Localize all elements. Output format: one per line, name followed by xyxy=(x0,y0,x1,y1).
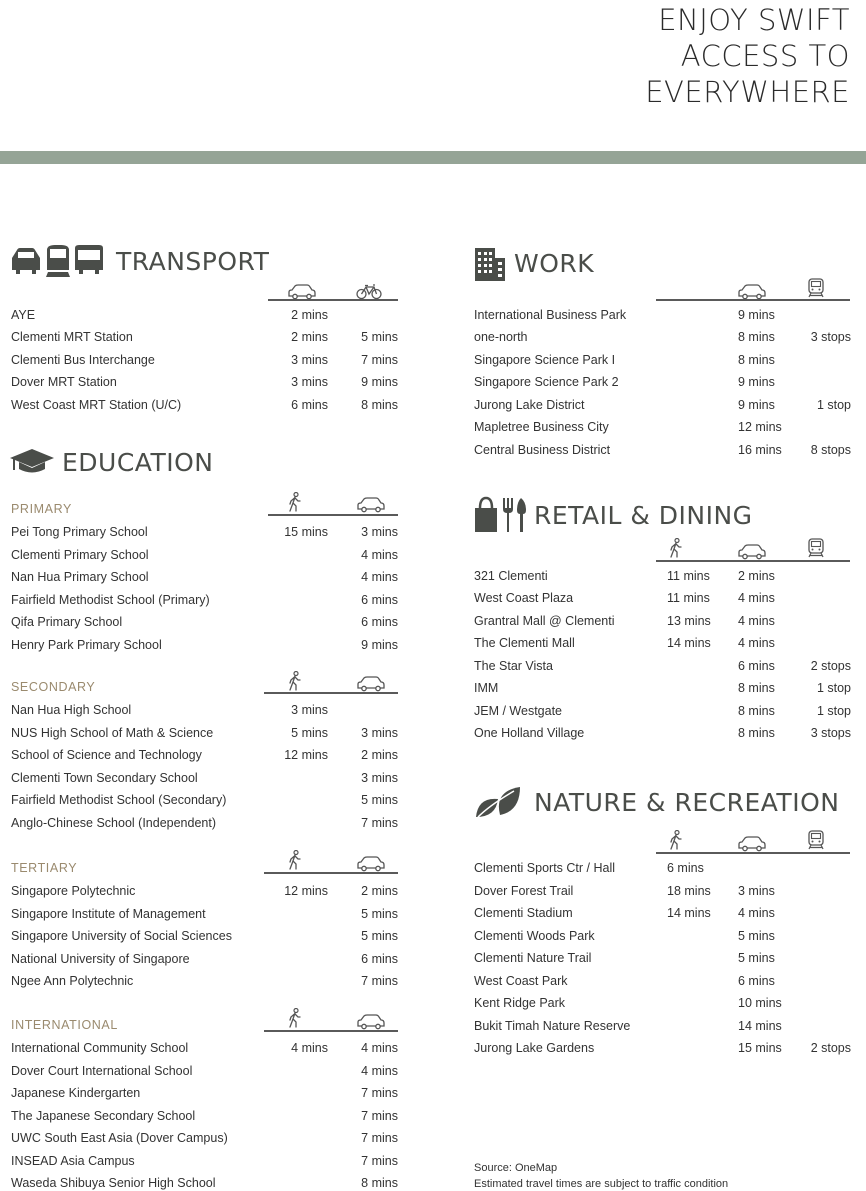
destination-name: Jurong Lake District xyxy=(474,397,585,412)
transport-bicycle-icon xyxy=(356,284,382,300)
destination-name: Singapore Institute of Management xyxy=(11,906,206,921)
travel-time-2: 8 mins xyxy=(738,681,775,696)
destination-name: West Coast MRT Station (U/C) xyxy=(11,397,182,412)
retail-walk-icon xyxy=(668,538,684,558)
destination-name: one-north xyxy=(474,330,528,345)
travel-time-2: 3 stops xyxy=(810,330,851,345)
destination-name: JEM / Westgate xyxy=(474,703,562,718)
destination-name: NUS High School of Math & Science xyxy=(11,725,214,740)
destination-name: Clementi MRT Station xyxy=(11,330,133,345)
table-row xyxy=(0,902,866,924)
primary-walk-icon xyxy=(287,492,303,512)
bus-icon xyxy=(75,245,103,274)
travel-time-2: 10 mins xyxy=(738,996,782,1011)
travel-time-1: 18 mins xyxy=(667,883,711,898)
travel-time-2: 8 mins xyxy=(361,1176,398,1191)
travel-time-2: 5 mins xyxy=(738,951,775,966)
travel-time-2: 3 mins xyxy=(361,725,398,740)
destination-name: Singapore Science Park 2 xyxy=(474,375,619,390)
table-row xyxy=(0,947,866,969)
travel-time-2: 4 mins xyxy=(738,636,775,651)
footnote-source: Source: OneMap xyxy=(474,1162,558,1174)
transport-header xyxy=(11,244,269,278)
divider-band xyxy=(0,151,866,164)
nature-train-icon xyxy=(807,830,825,850)
category-tertiary: TERTIARY xyxy=(11,861,78,875)
travel-time-1: 14 mins xyxy=(667,906,711,921)
travel-time-1: 16 mins xyxy=(738,442,782,457)
destination-name: Clementi Bus Interchange xyxy=(11,352,155,367)
destination-name: Grantral Mall @ Clementi xyxy=(474,613,615,628)
travel-time-2: 9 mins xyxy=(361,637,398,652)
travel-time-2: 7 mins xyxy=(361,1131,398,1146)
travel-time-1: 11 mins xyxy=(667,591,710,606)
category-primary: PRIMARY xyxy=(11,502,72,516)
travel-time-2: 4 mins xyxy=(361,547,398,562)
travel-time-2: 6 mins xyxy=(361,615,398,630)
destination-name: Dover Forest Trail xyxy=(474,883,574,898)
destination-name: Central Business District xyxy=(474,442,611,457)
table-row xyxy=(0,1127,410,1149)
footnote-note: Estimated travel times are subject to traffic condition xyxy=(474,1178,729,1190)
travel-time-1: 14 mins xyxy=(667,636,711,651)
destination-name: Japanese Kindergarten xyxy=(11,1086,141,1101)
travel-time-2: 7 mins xyxy=(361,1153,398,1168)
travel-time-2: 6 mins xyxy=(738,658,775,673)
travel-time-2: 7 mins xyxy=(361,352,398,367)
travel-time-2: 7 mins xyxy=(361,974,398,989)
retail-title: RETAIL & DINING xyxy=(534,500,753,530)
nature-car-icon xyxy=(737,836,767,852)
travel-time-2: 7 mins xyxy=(361,1086,398,1101)
destination-name: West Coast Plaza xyxy=(474,591,574,606)
travel-time-3: 2 stops xyxy=(810,658,851,673)
travel-time-2: 6 mins xyxy=(361,951,398,966)
destination-name: National University of Singapore xyxy=(11,951,190,966)
table-row xyxy=(0,700,866,722)
table-row xyxy=(0,439,866,461)
destination-name: Fairfield Methodist School (Primary) xyxy=(11,592,210,607)
destination-name: Jurong Lake Gardens xyxy=(474,1041,595,1056)
retail-car-icon xyxy=(737,544,767,560)
destination-name: Nan Hua High School xyxy=(11,703,132,717)
table-row xyxy=(0,789,410,811)
table-row xyxy=(0,610,866,632)
destination-name: IMM xyxy=(474,681,499,696)
building-icon xyxy=(474,244,506,282)
travel-time-2: 6 mins xyxy=(361,592,398,607)
travel-time-1: 3 mins xyxy=(291,703,328,717)
destination-name: Clementi Primary School xyxy=(11,547,149,562)
car-icon xyxy=(12,248,40,274)
travel-time-1: 12 mins xyxy=(284,748,328,763)
destination-name: INSEAD Asia Campus xyxy=(11,1153,135,1168)
table-row xyxy=(0,1172,410,1191)
destination-name: Dover Court International School xyxy=(11,1063,193,1078)
travel-time-2: 5 mins xyxy=(361,793,398,808)
table-row xyxy=(0,371,866,393)
travel-time-2: 8 mins xyxy=(738,703,775,718)
destination-name: Bukit Timah Nature Reserve xyxy=(474,1018,631,1033)
table-row xyxy=(0,326,866,348)
destination-name: Mapletree Business City xyxy=(474,420,609,435)
travel-time-2: 8 mins xyxy=(738,726,775,741)
destination-name: Singapore Science Park I xyxy=(474,352,616,367)
retail-train-icon xyxy=(807,538,825,558)
leaf-icon xyxy=(474,785,522,819)
destination-name: 321 Clementi xyxy=(474,568,548,583)
category-secondary: SECONDARY xyxy=(11,680,96,694)
destination-name: UWC South East Asia (Dover Campus) xyxy=(11,1131,228,1146)
destination-name: One Holland Village xyxy=(474,726,585,741)
table-row xyxy=(0,1105,410,1127)
headline-line-2: ACCESS TO xyxy=(680,39,850,73)
table-row xyxy=(0,349,866,371)
nature-walk-icon xyxy=(668,830,684,850)
travel-time-2: 7 mins xyxy=(361,1108,398,1123)
train-icon xyxy=(46,245,70,277)
table-row xyxy=(0,767,410,789)
travel-time-2: 8 mins xyxy=(361,397,398,412)
destination-name: Dover MRT Station xyxy=(11,375,117,390)
destination-name: The Star Vista xyxy=(474,658,553,673)
destination-name: Qifa Primary School xyxy=(11,615,123,630)
destination-name: International Business Park xyxy=(474,307,627,322)
travel-time-1: 2 mins xyxy=(291,307,328,322)
travel-time-1: 2 mins xyxy=(291,330,328,345)
transport-icons xyxy=(11,244,111,278)
table-row xyxy=(0,565,866,587)
table-row xyxy=(0,857,866,879)
destination-name: Pei Tong Primary School xyxy=(11,525,148,539)
travel-time-2: 8 stops xyxy=(810,442,851,457)
table-row xyxy=(0,1037,866,1059)
travel-time-1: 8 mins xyxy=(738,352,775,367)
table-row xyxy=(0,812,410,834)
travel-time-2: 4 mins xyxy=(361,1063,398,1078)
destination-name: Nan Hua Primary School xyxy=(11,570,149,585)
travel-time-2: 5 mins xyxy=(361,330,398,345)
travel-time-2: 5 mins xyxy=(361,906,398,921)
travel-time-2: 4 mins xyxy=(361,1041,398,1055)
work-car-icon xyxy=(737,284,767,300)
table-row xyxy=(0,1082,410,1104)
table-row xyxy=(0,632,866,654)
headline-line-1: ENJOY SWIFT xyxy=(658,3,850,37)
travel-time-2: 15 mins xyxy=(738,1041,782,1056)
footnote xyxy=(474,1160,728,1191)
table-row xyxy=(0,722,866,744)
travel-time-1: 13 mins xyxy=(667,613,711,628)
travel-time-1: 4 mins xyxy=(291,1041,328,1055)
destination-name: The Clementi Mall xyxy=(474,636,575,651)
table-row xyxy=(0,925,866,947)
work-train-icon xyxy=(807,278,825,298)
travel-time-1: 11 mins xyxy=(667,568,710,583)
travel-time-2: 2 mins xyxy=(361,748,398,763)
travel-time-2: 1 stop xyxy=(816,397,851,412)
destination-name: Kent Ridge Park xyxy=(474,996,566,1011)
travel-time-1: 15 mins xyxy=(284,525,328,539)
travel-time-2: 2 mins xyxy=(738,568,775,583)
nature-rule xyxy=(656,852,850,854)
destination-name: AYE xyxy=(11,307,36,322)
destination-name: School of Science and Technology xyxy=(11,748,202,763)
transport-car-icon xyxy=(287,284,317,300)
table-row xyxy=(0,544,410,566)
destination-name: Clementi Nature Trail xyxy=(474,951,592,966)
table-row xyxy=(0,394,866,416)
destination-name: Anglo-Chinese School (Independent) xyxy=(11,815,216,830)
work-header xyxy=(474,244,594,282)
travel-time-3: 3 stops xyxy=(810,726,851,741)
travel-time-2: 3 mins xyxy=(361,525,398,539)
shopping-bag-icon xyxy=(475,508,497,532)
travel-time-1: 6 mins xyxy=(291,397,328,412)
primary-rule xyxy=(268,514,398,516)
destination-name: Clementi Stadium xyxy=(474,906,573,921)
travel-time-2: 5 mins xyxy=(738,928,775,943)
table-row xyxy=(0,880,866,902)
destination-name: Clementi Town Secondary School xyxy=(11,770,198,785)
travel-time-1: 9 mins xyxy=(738,397,775,412)
travel-time-2: 4 mins xyxy=(361,570,398,585)
travel-time-1: 3 mins xyxy=(291,375,328,390)
table-row xyxy=(0,1060,410,1082)
headline-line-3: EVERYWHERE xyxy=(645,75,850,109)
work-title: WORK xyxy=(514,248,595,278)
destination-name: Ngee Ann Polytechnic xyxy=(11,974,134,989)
travel-time-2: 5 mins xyxy=(361,929,398,944)
retail-rule xyxy=(656,560,850,562)
nature-title: NATURE & RECREATION xyxy=(534,787,840,817)
category-international: INTERNATIONAL xyxy=(11,1018,118,1032)
primary-car-icon xyxy=(356,497,386,513)
table-row xyxy=(0,655,866,677)
table-row xyxy=(0,416,866,438)
destination-name: West Coast Park xyxy=(474,973,568,988)
destination-name: Singapore Polytechnic xyxy=(11,884,136,898)
travel-time-3: 1 stop xyxy=(816,681,851,696)
travel-time-2: 3 mins xyxy=(361,770,398,785)
table-row xyxy=(0,304,866,326)
travel-time-2: 7 mins xyxy=(361,815,398,830)
retail-header xyxy=(473,496,753,534)
travel-time-1: 8 mins xyxy=(738,330,775,345)
destination-name: International Community School xyxy=(11,1041,189,1055)
spoon-icon xyxy=(517,498,526,532)
fork-icon xyxy=(503,498,513,532)
travel-time-1: 9 mins xyxy=(738,307,775,322)
table-row xyxy=(0,1150,410,1172)
travel-time-3: 1 stop xyxy=(816,703,851,718)
destination-name: Fairfield Methodist School (Secondary) xyxy=(11,793,227,808)
travel-time-1: 12 mins xyxy=(738,420,782,435)
travel-time-2: 6 mins xyxy=(738,973,775,988)
travel-time-2: 9 mins xyxy=(361,375,398,390)
shopping-dining-icon xyxy=(473,496,527,534)
travel-time-2: 4 mins xyxy=(738,613,775,628)
travel-time-2: 3 mins xyxy=(738,883,775,898)
table-row xyxy=(0,587,866,609)
destination-name: Waseda Shibuya Senior High School xyxy=(11,1176,216,1191)
table-row xyxy=(0,1015,866,1037)
travel-time-1: 6 mins xyxy=(667,861,704,875)
travel-time-1: 5 mins xyxy=(291,725,328,740)
destination-name: The Japanese Secondary School xyxy=(11,1108,196,1123)
travel-time-2: 4 mins xyxy=(738,591,775,606)
destination-name: Clementi Sports Ctr / Hall xyxy=(474,861,616,875)
travel-time-3: 2 stops xyxy=(810,1041,851,1056)
page-headline xyxy=(645,2,850,110)
table-row xyxy=(0,992,866,1014)
table-row xyxy=(0,744,410,766)
nature-header xyxy=(474,785,839,819)
travel-time-2: 14 mins xyxy=(738,1018,782,1033)
travel-time-2: 2 mins xyxy=(361,884,398,898)
destination-name: Singapore University of Social Sciences xyxy=(11,929,232,944)
destination-name: Clementi Woods Park xyxy=(474,928,595,943)
travel-time-1: 9 mins xyxy=(738,375,775,390)
transport-title: TRANSPORT xyxy=(116,246,270,276)
travel-time-2: 4 mins xyxy=(738,906,775,921)
table-row xyxy=(0,521,410,543)
table-row xyxy=(0,677,866,699)
table-row xyxy=(0,970,866,992)
travel-time-1: 3 mins xyxy=(291,352,328,367)
travel-time-1: 12 mins xyxy=(284,884,328,898)
destination-name: Henry Park Primary School xyxy=(11,637,162,652)
education-title: EDUCATION xyxy=(62,447,214,477)
